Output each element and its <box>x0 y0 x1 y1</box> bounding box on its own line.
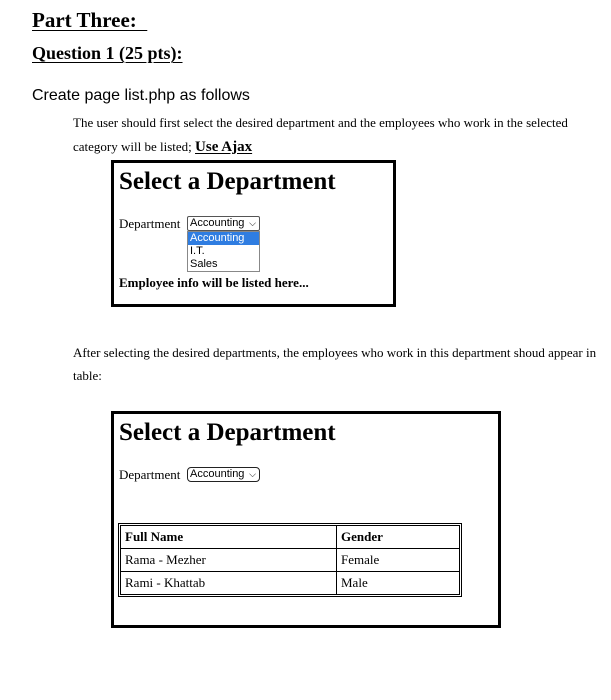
paragraph2-line1: After selecting the desired departments, the employees who work in this department shoud appear in <box>73 345 597 360</box>
paragraph1-line1: The user should first select the desired department and the employees who work in the selected <box>73 115 568 130</box>
chevron-down-icon: ⌵ <box>249 218 256 228</box>
paragraph1-line2-text: category will be listed; <box>73 139 196 154</box>
dropdown-option-sales[interactable]: Sales <box>190 258 218 270</box>
header-gender: Gender <box>337 526 460 549</box>
example2-select-value: Accounting <box>190 468 245 480</box>
question-title: Question 1 (25 pts): <box>32 43 183 63</box>
cell-full-name: Rama - Mezher <box>121 549 337 572</box>
example1-frame <box>111 160 396 307</box>
example1-dropdown-list <box>187 231 260 272</box>
use-ajax-emphasis: Use Ajax <box>195 139 253 155</box>
example1-department-select[interactable] <box>187 216 260 231</box>
employee-info-placeholder: Employee info will be listed here... <box>119 275 309 290</box>
header-full-name: Full Name <box>121 526 337 549</box>
example2-title: Select a Department <box>119 419 336 446</box>
example1-department-label: Department <box>119 216 181 231</box>
cell-gender: Female <box>337 549 460 572</box>
example1-select-value: Accounting <box>190 217 245 229</box>
dropdown-option-it[interactable]: I.T. <box>190 245 205 257</box>
table-row <box>121 549 460 572</box>
table-row <box>121 572 460 595</box>
paragraph2-line2: table: <box>73 368 102 383</box>
example2-department-label: Department <box>119 467 181 482</box>
paragraph1-line2 <box>73 139 252 156</box>
example1-title: Select a Department <box>119 168 336 195</box>
example2-department-select[interactable] <box>187 467 260 482</box>
dropdown-option-accounting[interactable]: Accounting <box>188 232 259 245</box>
instruction-text: Create page list.php as follows <box>32 87 250 104</box>
chevron-down-icon: ⌵ <box>249 469 256 479</box>
cell-gender: Male <box>337 572 460 595</box>
cell-full-name: Rami - Khattab <box>121 572 337 595</box>
part-title: Part Three: <box>32 8 148 32</box>
example2-frame <box>111 411 501 628</box>
employee-table <box>120 525 460 595</box>
table-header-row <box>121 526 460 549</box>
